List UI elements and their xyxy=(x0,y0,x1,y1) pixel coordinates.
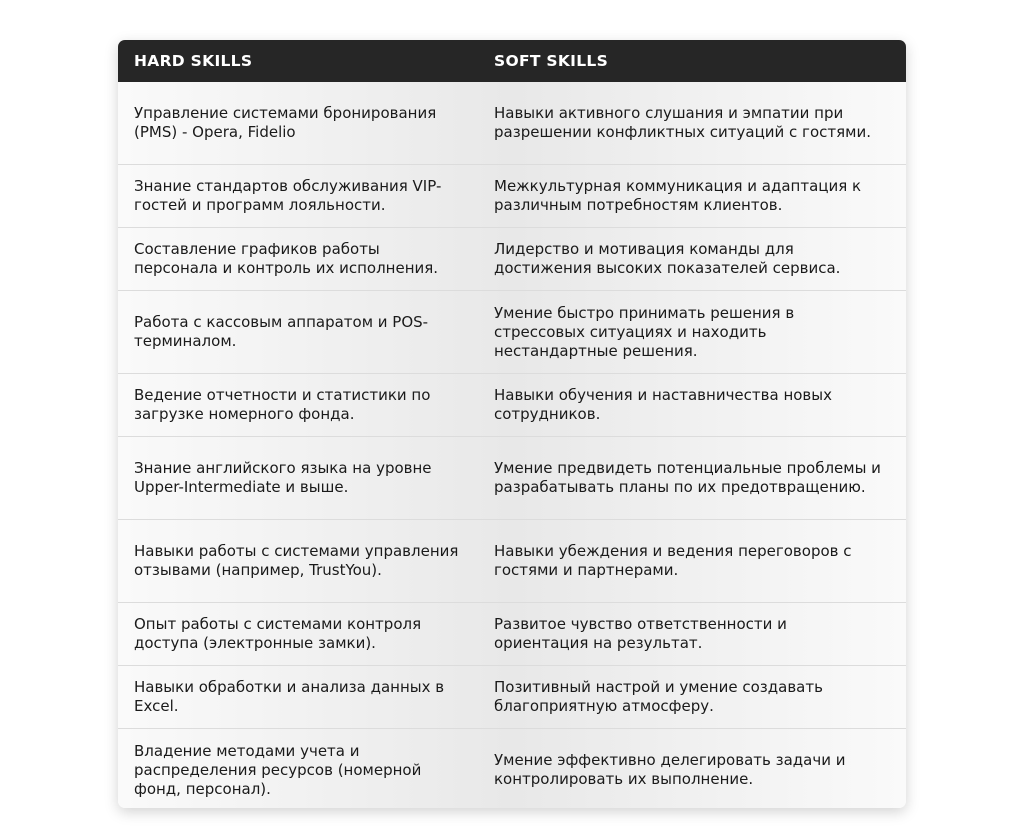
hard-skill-cell: Знание стандартов обслуживания VIP-гостей и программ лояльности. xyxy=(118,165,478,228)
skills-table-card xyxy=(118,40,906,808)
table-row xyxy=(118,291,906,374)
skills-table xyxy=(118,40,906,808)
table-row xyxy=(118,437,906,520)
hard-skills-header: HARD SKILLS xyxy=(118,40,478,82)
table-header-row xyxy=(118,40,906,82)
soft-skill-cell: Межкультурная коммуникация и адаптация к различным потребностям клиентов. xyxy=(478,165,906,228)
soft-skill-cell: Развитое чувство ответственности и ориентация на результат. xyxy=(478,603,906,666)
soft-skill-cell: Умение предвидеть потенциальные проблемы и разрабатывать планы по их предотвращению. xyxy=(478,437,906,520)
soft-skill-cell: Навыки обучения и наставничества новых сотрудников. xyxy=(478,374,906,437)
hard-skill-cell: Навыки обработки и анализа данных в Excel. xyxy=(118,666,478,729)
soft-skill-cell: Умение быстро принимать решения в стрессовых ситуациях и находить нестандартные решения. xyxy=(478,291,906,374)
soft-skill-cell: Умение эффективно делегировать задачи и контролировать их выполнение. xyxy=(494,751,846,788)
hard-skill-cell: Знание английского языка на уровне Upper-Intermediate и выше. xyxy=(118,437,478,520)
table-row xyxy=(118,520,906,603)
hard-skill-cell: Работа с кассовым аппаратом и POS-терминалом. xyxy=(118,291,478,374)
table-row xyxy=(118,82,906,165)
table-row xyxy=(118,374,906,437)
soft-skill-cell: Позитивный настрой и умение создавать благоприятную атмосферу. xyxy=(478,666,906,729)
soft-skills-header: SOFT SKILLS xyxy=(478,40,906,82)
table-row xyxy=(118,228,906,291)
table-row xyxy=(118,666,906,729)
hard-skill-cell: Навыки работы с системами управления отзывами (например, TrustYou). xyxy=(118,520,478,603)
hard-skill-cell: Составление графиков работы персонала и контроль их исполнения. xyxy=(118,228,478,291)
table-row xyxy=(118,603,906,666)
soft-skill-cell: Лидерство и мотивация команды для достижения высоких показателей сервиса. xyxy=(478,228,906,291)
hard-skill-cell: Владение методами учета и распределения ресурсов (номерной фонд, персонал). xyxy=(134,741,422,798)
soft-skill-cell: Навыки убеждения и ведения переговоров с гостями и партнерами. xyxy=(478,520,906,603)
hard-skill-cell: Опыт работы с системами контроля доступа (электронные замки). xyxy=(118,603,478,666)
hard-skill-cell: Управление системами бронирования (PMS) - Opera, Fidelio xyxy=(118,82,478,165)
table-row xyxy=(118,729,906,809)
table-row xyxy=(118,165,906,228)
hard-skill-cell: Ведение отчетности и статистики по загрузке номерного фонда. xyxy=(118,374,478,437)
soft-skill-cell: Навыки активного слушания и эмпатии при разрешении конфликтных ситуаций с гостями. xyxy=(478,82,906,165)
